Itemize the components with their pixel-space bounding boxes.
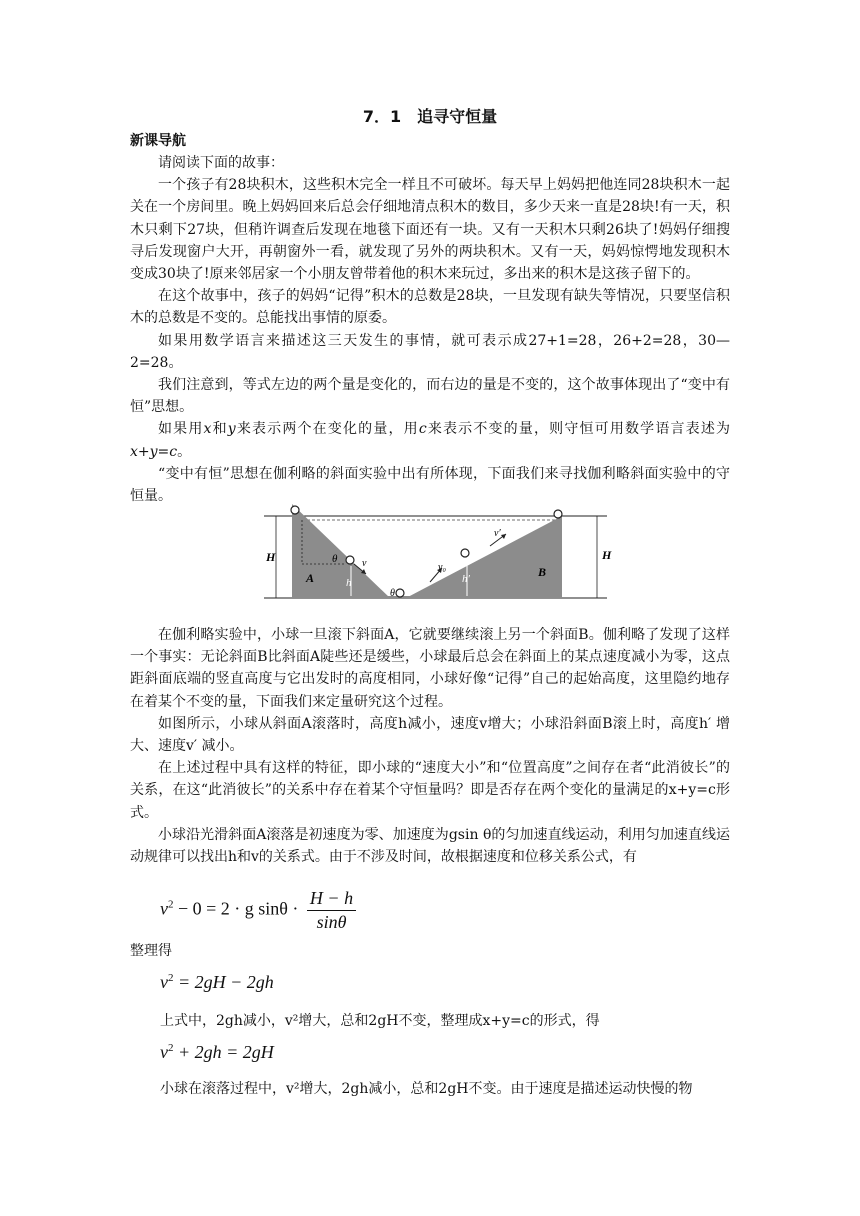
paragraph-xyc: [130, 418, 730, 462]
label-rearrange: 整理得: [130, 943, 172, 959]
label-B: B: [538, 565, 547, 579]
label-A: A: [306, 571, 315, 585]
paragraph-final: 小球在滚落过程中，v²增大，2gh减小，总和2gH不变。由于速度是描述运动快慢的物: [160, 1081, 693, 1097]
paragraph-derivation: 小球沿光滑斜面A滚落是初速度为零、加速度为gsin θ的匀加速直线运动，利用匀加速直线运动规律可以找出h和v的关系式。由于不涉及时间，故根据速度和位移关系公式，有: [130, 826, 730, 866]
label-v-prime: v′: [494, 528, 501, 539]
eq1-var-v: v: [160, 898, 168, 919]
eq3-sup: 2: [168, 1042, 174, 1054]
eq1-numerator: H − h: [307, 888, 356, 911]
paragraph-as-shown: 如图所示，小球从斜面A滚落时，高度h减小，速度v增大；小球沿斜面B滚上时，高度h′ 增大、速度v′ 减小。: [130, 715, 730, 755]
galileo-incline-figure: [262, 496, 614, 606]
ball-bottom: [396, 589, 404, 597]
label-v0: v₀: [438, 562, 446, 573]
label-theta-top: θ: [332, 553, 338, 565]
section-heading: 新课导航: [130, 133, 186, 149]
label-H-left: H: [266, 550, 276, 564]
equation-3: $v^2 + 2gh = 2gH$: [160, 1042, 274, 1062]
formula-xyc: x+y=c: [130, 443, 178, 460]
eq1-fraction: [307, 888, 356, 933]
paragraph-galileo-intro: “变中有恒”思想在伽利略的斜面实验中出有所体现，下面我们来寻找伽利略斜面实验中的守恒量。: [130, 465, 730, 505]
label-H-right: H: [602, 548, 612, 562]
text-fragment: 来表示不变的量，则守恒可用数学语言表述为: [426, 421, 731, 438]
paragraph-math-expression: 如果用数学语言来描述这三天发生的事情，就可表示成27+1=28，26+2=28，30—2=28。: [130, 332, 730, 371]
equation-2: $v^2 = 2gH - 2gh$: [160, 972, 274, 992]
paragraph-feature: 在上述过程中具有这样的特征，即小球的“速度大小”和“位置高度”之间存在者“此消彼长”的关系，在这“此消彼长”的关系中存在着某个守恒量吗？即是否存在两个变化的量满足的x+y=c形式。: [130, 760, 730, 821]
paragraph-galileo-fact: 在伽利略实验中，小球一旦滚下斜面A，它就要继续滚上另一个斜面B。伽利略了发现了这样一个事实：无论斜面B比斜面A陡些还是缓些，小球最后总会在斜面上的某点速度减小为零，这点距斜面底端的竖直高度与它出发时的高度相同，小球好像“记得”自己的起始高度，这里隐约地存在着某个不变的量，下面我们来定量研究这个过程。: [130, 627, 730, 710]
eq2-rest: = 2gH − 2gh: [173, 972, 274, 992]
ball-start: [291, 506, 299, 514]
ball-end: [554, 510, 562, 518]
paragraph-invariant-idea: 我们注意到，等式左边的两个量是变化的，而右边的量是不变的，这个故事体现出了“变中有恒”思想。: [130, 377, 730, 416]
paragraph-story: 一个孩子有28块积木，这些积木完全一样且不可破坏。每天早上妈妈把他连同28块积木一起关在一个房间里。晚上妈妈回来后总会仔细地清点积木的数目，多少天来一直是28块!有一天，积木只剩下27块，但稍许调查后发现在地毯下面还有一块。又有一天积木只剩26块了!妈妈仔细搜寻后发现窗户大开，再朝窗外一看，就发现了另外的两块积木。又有一天，妈妈惊愕地发现积木变成30块了!原来邻居家一个小朋友曾带着他的积木来玩过，多出来的积木是这孩子留下的。: [130, 177, 730, 283]
equation-1: [160, 888, 356, 933]
text-fragment: 来表示两个在变化的量，用: [235, 421, 419, 438]
text-fragment: 。: [177, 443, 192, 460]
paragraph-mother: 在这个故事中，孩子的妈妈“记得”积木的总数是28块，一旦发现有缺失等情况，只要坚信积木的总数是不变的。总能找出事情的原委。: [130, 288, 730, 327]
eq1-denominator: sinθ: [316, 912, 347, 932]
paragraph-above-eq3: 上式中，2gh减小，v²增大，总和2gH不变，整理成x+y=c的形式，得: [160, 1013, 600, 1029]
var-c: c: [418, 421, 427, 438]
text-fragment: 和: [211, 421, 228, 438]
eq3-rest: + 2gh = 2gH: [173, 1042, 274, 1062]
incline-b: [406, 516, 562, 598]
label-h-prime: h′: [462, 573, 470, 585]
ball-on-b: [461, 549, 469, 557]
text-block-lower: [130, 624, 730, 868]
paragraph-intro: 请阅读下面的故事：: [158, 155, 284, 171]
label-v: v: [362, 558, 367, 569]
label-h: h: [346, 577, 352, 589]
var-x: x: [203, 421, 212, 438]
text-fragment: 如果用: [158, 421, 204, 438]
eq2-sup: 2: [168, 972, 174, 984]
text-block-upper: [130, 152, 730, 507]
ball-on-a: [346, 556, 354, 564]
page-title: 7．1 追寻守恒量: [362, 107, 498, 126]
eq1-middle: − 0 = 2 · g sinθ ·: [173, 898, 303, 919]
label-theta-bottom: θ: [390, 588, 395, 599]
var-y: y: [227, 421, 236, 438]
arrow-v-prime-head: [501, 534, 506, 539]
eq1-sup: 2: [168, 898, 174, 911]
